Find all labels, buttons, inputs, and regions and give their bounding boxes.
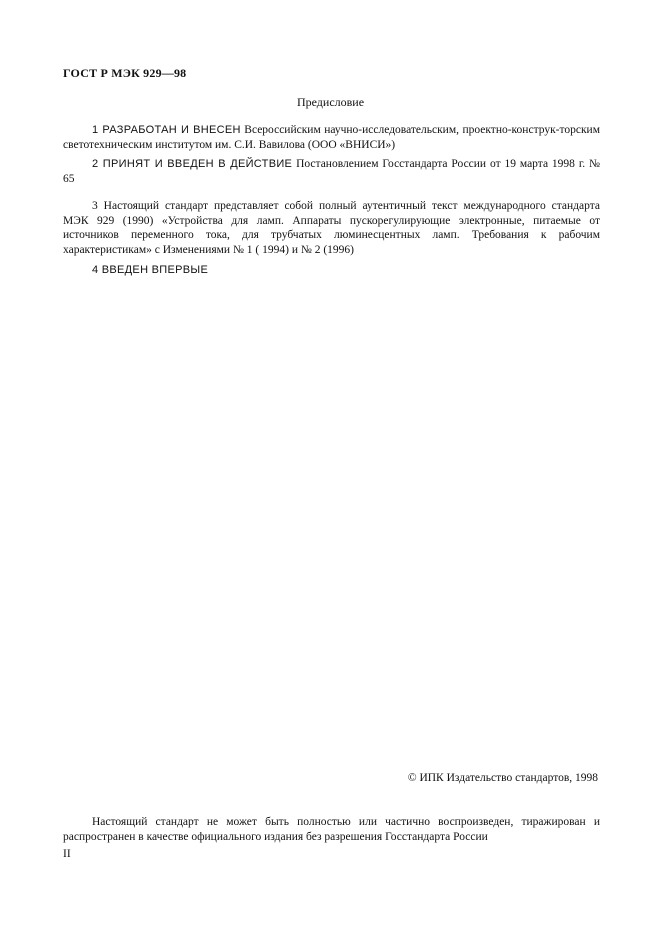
preface-item-3 — [63, 199, 600, 257]
reproduction-notice — [63, 815, 600, 844]
preface-item-2-text: Постановлением Госстандарта России от 19 марта 1998 г. № 65 — [63, 158, 600, 185]
preface-item-3-text: 3 Настоящий стандарт представляет собой полный аутентичный текст международного стандарта МЭК 929 (1990) «Устройства для ламп. Аппараты пускорегулирующие электронные, питаемые от источников переменного тока, для трубчатых люминесцентных ламп. Требования к рабочим характеристикам» с Изменениями № 1 ( 1994) и № 2 (1996) — [63, 200, 600, 256]
preface-item-2-caps: 2 ПРИНЯТ И ВВЕДЕН В ДЕЙСТВИЕ — [92, 158, 293, 170]
preface-item-1 — [63, 123, 600, 152]
preface-item-4-caps: 4 ВВЕДЕН ВПЕРВЫЕ — [92, 264, 209, 276]
preface-item-1-caps: 1 РАЗРАБОТАН И ВНЕСЕН — [92, 124, 241, 136]
reproduction-notice-text: Настоящий стандарт не может быть полностью или частично воспроизведен, тиражирован и распространен в качестве официального издания без разрешения Госстандарта России — [63, 816, 600, 843]
standard-code: ГОСТ Р МЭК 929—98 — [63, 66, 187, 80]
copyright-line: © ИПК Издательство стандартов, 1998 — [407, 772, 598, 784]
page-number: II — [63, 848, 71, 860]
preface-item-1-text: Всероссийским научно-исследовательским, проектно-конструк-торским светотехническим институтом им. С.И. Вавилова (ООО «ВНИСИ») — [63, 124, 600, 151]
preface-item-4 — [63, 263, 600, 278]
preface-item-2 — [63, 157, 600, 186]
preface-title: Предисловие — [296, 95, 365, 109]
